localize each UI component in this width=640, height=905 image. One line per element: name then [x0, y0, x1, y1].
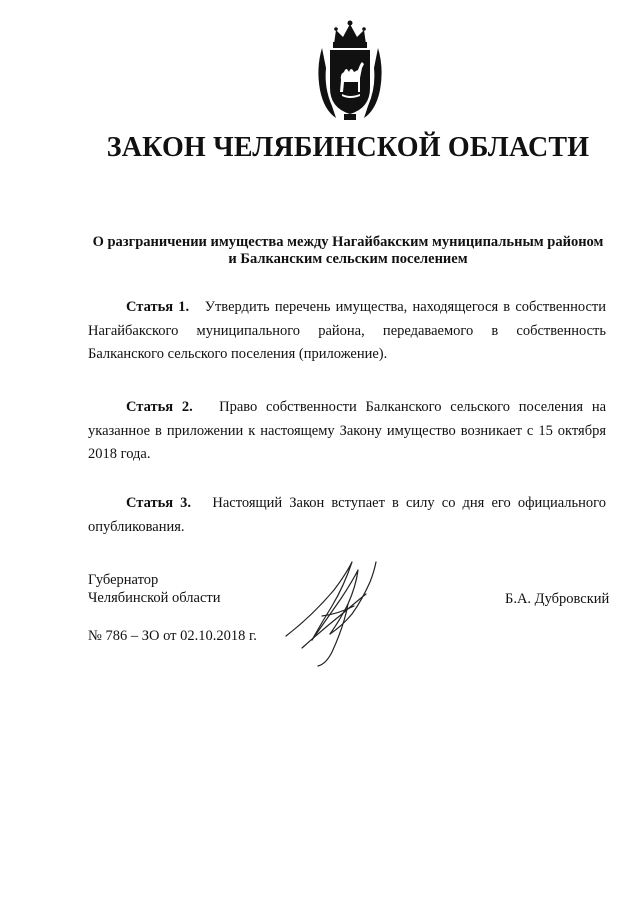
coat-of-arms-icon [314, 18, 386, 122]
handwritten-signature-icon [282, 556, 388, 668]
signatory-position [88, 571, 221, 607]
document-number: № 786 – ЗО от 02.10.2018 г. [88, 628, 257, 644]
article-label: Статья 1. [126, 299, 190, 315]
article-3 [88, 492, 606, 539]
article-1 [88, 296, 606, 367]
article-text: Настоящий Закон вступает в силу со дня его официального опубликования. [88, 495, 607, 535]
position-line: Челябинской области [88, 590, 221, 606]
position-line: Губернатор [88, 572, 159, 588]
article-label: Статья 3. [126, 495, 192, 511]
article-text: Утвердить перечень имущества, находящегося в собственности Нагайбакского муниципального района, передаваемого в собственность Балканского сельского поселения (приложение). [88, 299, 607, 362]
subject-line: и Балканским сельским поселением [228, 251, 468, 267]
article-text: Право собственности Балканского сельского поселения на указанное в приложении к настоящему Закону имущество возникает с 15 октября 2018 года. [88, 399, 607, 462]
subject-line: О разграничении имущества между Нагайбакским муниципальным районом [92, 234, 604, 250]
article-2 [88, 396, 606, 467]
article-label: Статья 2. [126, 399, 193, 415]
signatory-name: Б.А. Дубровский [505, 591, 610, 607]
document-title: ЗАКОН ЧЕЛЯБИНСКОЙ ОБЛАСТИ [106, 132, 590, 163]
law-subject [88, 234, 608, 268]
